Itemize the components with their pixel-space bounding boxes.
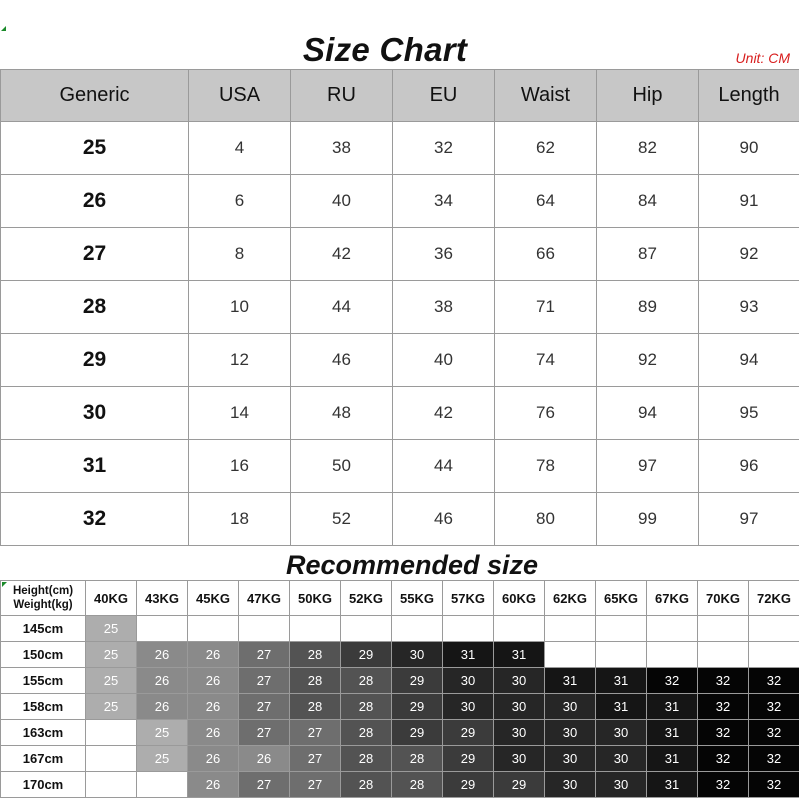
recommended-size-cell: 32 — [698, 694, 749, 720]
table-row — [1, 668, 799, 694]
recommended-size-cell: 32 — [749, 668, 799, 694]
table-cell: 64 — [495, 175, 597, 228]
table-cell: 90 — [699, 122, 799, 175]
table-cell: 46 — [393, 493, 495, 546]
recommended-size-cell: 27 — [239, 668, 290, 694]
height-label: 155cm — [1, 668, 86, 694]
recommended-size-cell: 32 — [698, 668, 749, 694]
recommended-size-cell: 30 — [545, 720, 596, 746]
recommended-size-cell: 25 — [137, 720, 188, 746]
recommended-size-cell: 28 — [341, 772, 392, 798]
table-cell: 6 — [189, 175, 291, 228]
recommended-size-cell: 27 — [239, 720, 290, 746]
height-label: 158cm — [1, 694, 86, 720]
table-cell: 80 — [495, 493, 597, 546]
table-row — [1, 334, 799, 387]
table-cell: 4 — [189, 122, 291, 175]
table-cell: 93 — [699, 281, 799, 334]
recommended-size-cell — [647, 616, 698, 642]
recommended-size-cell — [86, 720, 137, 746]
table-cell: 96 — [699, 440, 799, 493]
recommended-size-cell: 28 — [341, 694, 392, 720]
table-cell: 94 — [597, 387, 699, 440]
recommended-size-cell — [545, 616, 596, 642]
recommended-size-cell: 26 — [188, 694, 239, 720]
recommended-size-cell: 32 — [647, 668, 698, 694]
generic-size-cell: 28 — [1, 281, 189, 334]
recommended-size-cell: 26 — [188, 668, 239, 694]
recommended-size-cell: 30 — [545, 772, 596, 798]
recommended-size-cell: 28 — [290, 642, 341, 668]
weight-header: 43KG — [137, 581, 188, 616]
recommended-size-cell: 29 — [392, 694, 443, 720]
recommended-size-cell: 30 — [545, 746, 596, 772]
recommended-size-title: Recommended size — [0, 549, 799, 581]
table-cell: 44 — [393, 440, 495, 493]
recommended-size-cell: 31 — [596, 694, 647, 720]
table-cell: 48 — [291, 387, 393, 440]
table-cell: 94 — [699, 334, 799, 387]
table-cell: 76 — [495, 387, 597, 440]
recommended-size-cell: 30 — [596, 746, 647, 772]
recommended-size-cell — [86, 746, 137, 772]
recommended-size-cell: 31 — [647, 772, 698, 798]
recommended-size-cell: 31 — [647, 694, 698, 720]
recommended-size-cell: 29 — [443, 746, 494, 772]
column-header: RU — [291, 70, 393, 122]
generic-size-cell: 26 — [1, 175, 189, 228]
table-cell: 40 — [393, 334, 495, 387]
weight-axis-label: Weight(kg) — [1, 598, 85, 612]
column-header: Generic — [1, 70, 189, 122]
recommended-size-cell: 30 — [545, 694, 596, 720]
recommended-size-cell — [596, 616, 647, 642]
table-row — [1, 122, 799, 175]
recommended-size-cell: 29 — [443, 720, 494, 746]
recommended-size-cell: 27 — [239, 694, 290, 720]
recommended-size-cell — [290, 616, 341, 642]
table-cell: 10 — [189, 281, 291, 334]
table-cell: 38 — [393, 281, 495, 334]
generic-size-cell: 31 — [1, 440, 189, 493]
column-header: Length — [699, 70, 799, 122]
recommended-size-cell — [341, 616, 392, 642]
recommended-size-cell: 30 — [596, 720, 647, 746]
table-row — [1, 175, 799, 228]
table-row — [1, 642, 799, 668]
weight-header: 45KG — [188, 581, 239, 616]
table-cell: 52 — [291, 493, 393, 546]
table-cell: 84 — [597, 175, 699, 228]
size-chart-header-row — [1, 70, 799, 122]
weight-header: 67KG — [647, 581, 698, 616]
recommended-size-cell: 25 — [86, 642, 137, 668]
recommended-size-cell: 26 — [188, 746, 239, 772]
table-cell: 92 — [699, 228, 799, 281]
recommended-size-cell: 31 — [545, 668, 596, 694]
table-row — [1, 694, 799, 720]
table-cell: 38 — [291, 122, 393, 175]
recommended-size-cell — [239, 616, 290, 642]
recommended-size-cell — [698, 616, 749, 642]
recommended-size-cell: 26 — [239, 746, 290, 772]
recommended-size-cell: 31 — [494, 642, 545, 668]
recommended-size-cell — [188, 616, 239, 642]
recommended-size-cell: 30 — [392, 642, 443, 668]
column-header: EU — [393, 70, 495, 122]
recommended-size-cell: 31 — [596, 668, 647, 694]
recommended-size-cell: 28 — [392, 772, 443, 798]
column-header: USA — [189, 70, 291, 122]
table-cell: 95 — [699, 387, 799, 440]
height-label: 170cm — [1, 772, 86, 798]
table-cell: 8 — [189, 228, 291, 281]
weight-header: 50KG — [290, 581, 341, 616]
weight-header: 62KG — [545, 581, 596, 616]
recommended-size-cell — [86, 772, 137, 798]
recommended-size-cell: 31 — [647, 746, 698, 772]
height-weight-corner — [1, 581, 86, 616]
recommended-size-cell: 32 — [749, 772, 799, 798]
weight-header-row — [1, 581, 799, 616]
table-cell: 50 — [291, 440, 393, 493]
weight-header: 70KG — [698, 581, 749, 616]
recommended-size-cell: 26 — [188, 642, 239, 668]
weight-header: 47KG — [239, 581, 290, 616]
table-row — [1, 281, 799, 334]
table-cell: 42 — [291, 228, 393, 281]
generic-size-cell: 32 — [1, 493, 189, 546]
recommended-size-cell: 32 — [698, 720, 749, 746]
table-cell: 12 — [189, 334, 291, 387]
generic-size-cell: 27 — [1, 228, 189, 281]
table-cell: 97 — [597, 440, 699, 493]
recommended-size-cell: 28 — [290, 668, 341, 694]
weight-header: 65KG — [596, 581, 647, 616]
recommended-size-cell: 26 — [137, 642, 188, 668]
height-label: 167cm — [1, 746, 86, 772]
table-cell: 14 — [189, 387, 291, 440]
recommended-size-cell: 32 — [749, 746, 799, 772]
recommended-size-cell: 27 — [239, 642, 290, 668]
table-cell: 46 — [291, 334, 393, 387]
table-cell: 87 — [597, 228, 699, 281]
recommended-size-cell — [443, 616, 494, 642]
recommended-size-cell — [749, 616, 799, 642]
table-cell: 36 — [393, 228, 495, 281]
height-label: 150cm — [1, 642, 86, 668]
weight-header: 55KG — [392, 581, 443, 616]
weight-header: 57KG — [443, 581, 494, 616]
height-axis-label: Height(cm) — [1, 584, 85, 598]
table-row — [1, 440, 799, 493]
recommended-size-cell: 30 — [494, 694, 545, 720]
recommended-size-cell — [392, 616, 443, 642]
recommended-size-cell: 27 — [290, 720, 341, 746]
table-row — [1, 772, 799, 798]
recommended-size-cell: 29 — [494, 772, 545, 798]
recommended-size-cell: 27 — [290, 746, 341, 772]
table-cell: 32 — [393, 122, 495, 175]
table-cell: 92 — [597, 334, 699, 387]
recommended-size-cell: 27 — [239, 772, 290, 798]
table-cell: 71 — [495, 281, 597, 334]
recommended-size-cell: 25 — [86, 616, 137, 642]
recommended-size-cell — [596, 642, 647, 668]
recommended-size-cell: 31 — [443, 642, 494, 668]
table-cell: 97 — [699, 493, 799, 546]
table-cell: 99 — [597, 493, 699, 546]
size-chart-table — [0, 69, 799, 546]
recommended-size-cell: 29 — [443, 772, 494, 798]
recommended-size-cell: 32 — [749, 720, 799, 746]
table-cell: 34 — [393, 175, 495, 228]
table-cell: 40 — [291, 175, 393, 228]
table-row — [1, 746, 799, 772]
recommended-size-cell: 32 — [698, 746, 749, 772]
recommended-size-cell: 28 — [341, 720, 392, 746]
generic-size-cell: 30 — [1, 387, 189, 440]
table-cell: 42 — [393, 387, 495, 440]
table-row — [1, 493, 799, 546]
table-row — [1, 387, 799, 440]
table-row — [1, 228, 799, 281]
recommended-size-cell: 30 — [494, 720, 545, 746]
recommended-size-cell: 29 — [392, 668, 443, 694]
table-cell: 44 — [291, 281, 393, 334]
height-label: 163cm — [1, 720, 86, 746]
generic-size-cell: 25 — [1, 122, 189, 175]
recommended-size-cell: 26 — [188, 772, 239, 798]
table-cell: 91 — [699, 175, 799, 228]
table-cell: 82 — [597, 122, 699, 175]
recommended-size-cell — [494, 616, 545, 642]
unit-label: Unit: CM — [736, 49, 790, 67]
weight-header: 72KG — [749, 581, 799, 616]
recommended-size-cell — [545, 642, 596, 668]
table-cell: 74 — [495, 334, 597, 387]
recommended-size-cell: 32 — [698, 772, 749, 798]
recommended-size-cell: 27 — [290, 772, 341, 798]
generic-size-cell: 29 — [1, 334, 189, 387]
recommended-size-cell: 30 — [443, 668, 494, 694]
recommended-size-cell: 25 — [86, 668, 137, 694]
recommended-size-cell — [647, 642, 698, 668]
recommended-size-cell: 30 — [494, 668, 545, 694]
column-header: Hip — [597, 70, 699, 122]
recommended-size-cell: 30 — [494, 746, 545, 772]
height-label: 145cm — [1, 616, 86, 642]
weight-header: 52KG — [341, 581, 392, 616]
table-cell: 62 — [495, 122, 597, 175]
table-cell: 16 — [189, 440, 291, 493]
recommended-size-cell: 25 — [86, 694, 137, 720]
recommended-size-cell: 26 — [137, 694, 188, 720]
page-title: Size Chart — [0, 30, 770, 70]
recommended-size-cell: 29 — [392, 720, 443, 746]
recommended-size-cell: 28 — [341, 668, 392, 694]
recommended-size-cell: 28 — [341, 746, 392, 772]
table-cell: 66 — [495, 228, 597, 281]
table-row — [1, 720, 799, 746]
recommended-size-cell: 26 — [188, 720, 239, 746]
recommended-size-table — [0, 580, 799, 798]
recommended-size-cell: 26 — [137, 668, 188, 694]
table-cell: 18 — [189, 493, 291, 546]
recommended-size-cell: 30 — [596, 772, 647, 798]
recommended-size-cell — [137, 772, 188, 798]
recommended-size-cell: 30 — [443, 694, 494, 720]
column-header: Waist — [495, 70, 597, 122]
recommended-size-cell — [749, 642, 799, 668]
table-cell: 89 — [597, 281, 699, 334]
recommended-size-cell: 31 — [647, 720, 698, 746]
table-row — [1, 616, 799, 642]
recommended-size-cell — [137, 616, 188, 642]
recommended-size-cell: 28 — [290, 694, 341, 720]
recommended-size-cell — [698, 642, 749, 668]
recommended-size-cell: 25 — [137, 746, 188, 772]
recommended-size-cell: 28 — [392, 746, 443, 772]
recommended-size-cell: 32 — [749, 694, 799, 720]
weight-header: 60KG — [494, 581, 545, 616]
recommended-size-cell: 29 — [341, 642, 392, 668]
weight-header: 40KG — [86, 581, 137, 616]
table-cell: 78 — [495, 440, 597, 493]
